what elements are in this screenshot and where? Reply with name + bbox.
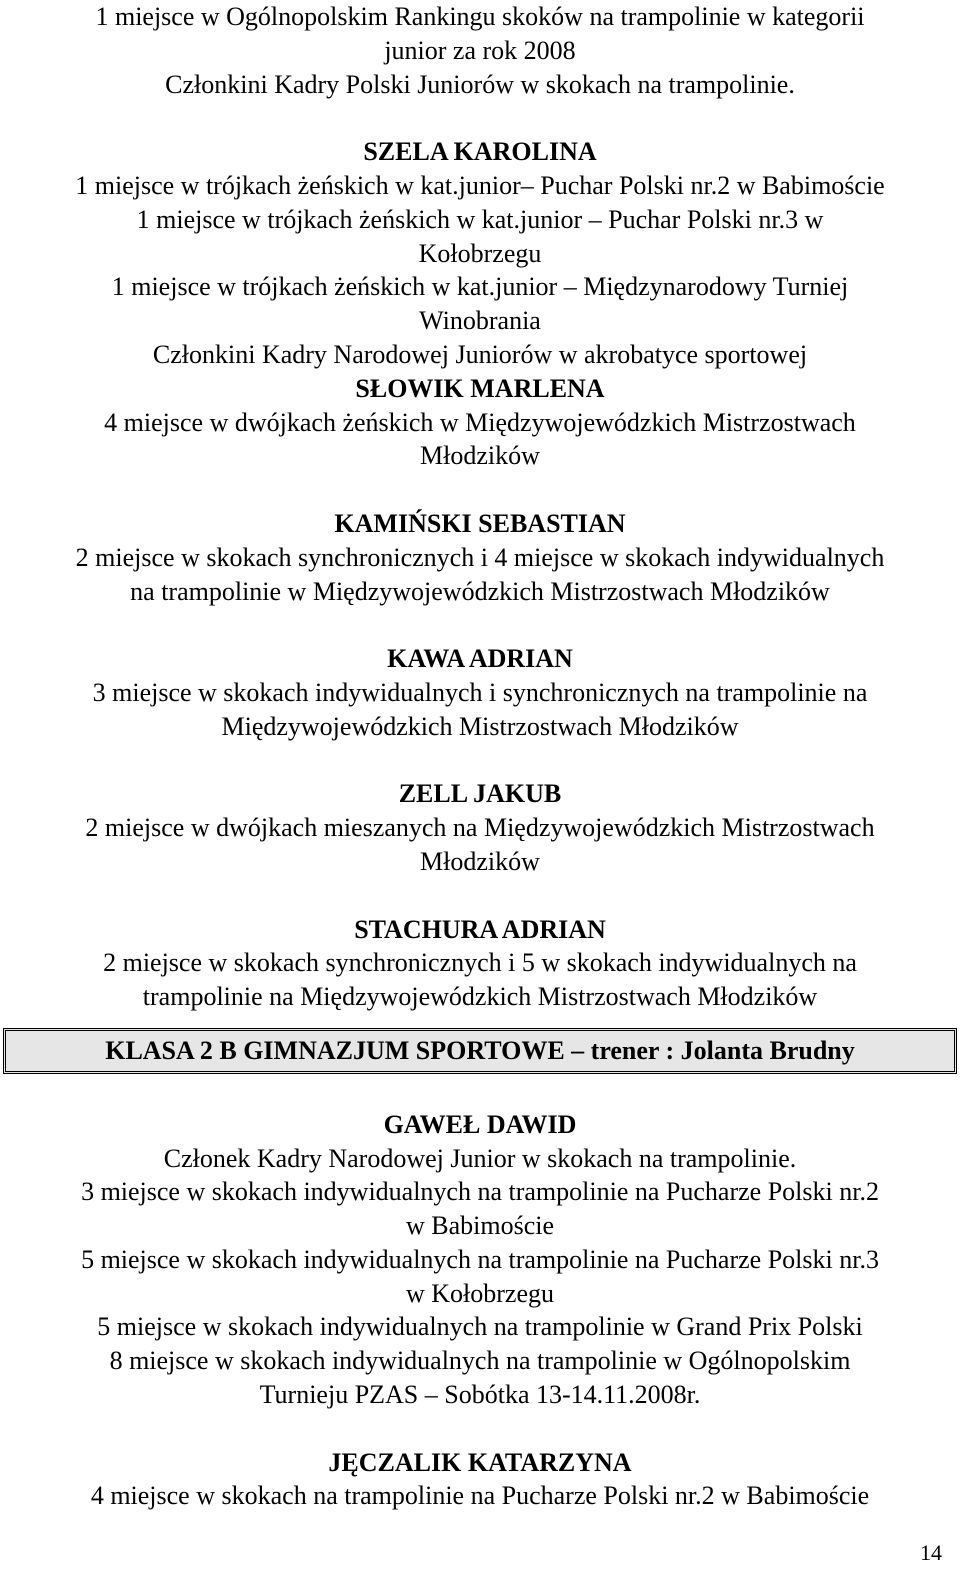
achievement-line: 1 miejsce w trójkach żeńskich w kat.junior – Międzynarodowy Turniej [111, 272, 849, 302]
achievement-line: 3 miejsce w skokach indywidualnych na trampolinie na Pucharze Polski nr.2 [81, 1177, 879, 1207]
athlete-entry [0, 642, 960, 743]
athlete-name: JĘCZALIK KATARZYNA [328, 1447, 632, 1477]
achievement-line: 1 miejsce w trójkach żeńskich w kat.junior – Puchar Polski nr.3 w [136, 204, 824, 234]
athlete-name: STACHURA ADRIAN [354, 914, 606, 944]
athlete-name: GAWEŁ DAWID [383, 1109, 577, 1139]
intro-block [0, 0, 960, 101]
achievement-line: Kołobrzegu [418, 238, 542, 268]
achievement-line: 4 miejsce w dwójkach żeńskich w Międzywojewódzkich Mistrzostwach [104, 407, 856, 437]
achievement-line: Międzywojewódzkich Mistrzostwach Młodzików [221, 711, 739, 741]
athlete-name: ZELL JAKUB [398, 779, 562, 809]
text-line: 1 miejsce w Ogólnopolskim Rankingu skoków na trampolinie w kategorii [95, 2, 865, 31]
achievement-line: Członek Kadry Narodowej Junior w skokach na trampolinie. [163, 1143, 797, 1173]
athlete-entry [0, 507, 960, 608]
achievement-line: 2 miejsce w skokach synchronicznych i 5 w skokach indywidualnych na [103, 948, 857, 978]
achievement-line: na trampolinie w Międzywojewódzkich Mistrzostwach Młodzików [130, 576, 830, 606]
achievement-line: 4 miejsce w skokach na trampolinie na Pucharze Polski nr.2 w Babimoście [90, 1481, 870, 1511]
achievement-line: w Babimoście [405, 1211, 555, 1241]
achievement-line: 1 miejsce w trójkach żeńskich w kat.junior– Puchar Polski nr.2 w Babimoście [75, 170, 885, 200]
achievement-line: Członkini Kadry Narodowej Juniorów w akrobatyce sportowej [152, 339, 808, 369]
achievement-line: 5 miejsce w skokach indywidualnych na trampolinie w Grand Prix Polski [97, 1312, 863, 1342]
class-banner: KLASA 2 B GIMNAZJUM SPORTOWE – trener : Jolanta Brudny [3, 1028, 957, 1074]
achievement-line: trampolinie na Międzywojewódzkich Mistrzostwach Młodzików [142, 982, 818, 1012]
athlete-entry [0, 777, 960, 878]
achievement-line: 3 miejsce w skokach indywidualnych i synchronicznych na trampolinie na [92, 677, 868, 707]
athlete-entry [0, 1446, 960, 1514]
achievement-line: 2 miejsce w skokach synchronicznych i 4 miejsce w skokach indywidualnych [75, 542, 885, 572]
achievement-line: Młodzików [420, 846, 540, 876]
text-line: junior za rok 2008 [384, 35, 576, 65]
achievement-line: 2 miejsce w dwójkach mieszanych na Międzywojewódzkich Mistrzostwach [85, 813, 875, 843]
achievement-line: 5 miejsce w skokach indywidualnych na trampolinie na Pucharze Polski nr.3 [81, 1244, 879, 1274]
athlete-name: KAWA ADRIAN [387, 644, 573, 674]
athlete-entry [0, 372, 960, 473]
text-line: Członkini Kadry Polski Juniorów w skokach na trampolinie. [165, 69, 795, 99]
athlete-entry [0, 135, 960, 372]
achievement-line: 8 miejsce w skokach indywidualnych na trampolinie w Ogólnopolskim [109, 1346, 851, 1376]
achievement-line: w Kołobrzegu [405, 1278, 554, 1308]
athlete-name: SŁOWIK MARLENA [355, 373, 605, 403]
achievement-line: Młodzików [420, 441, 540, 471]
achievement-line: Winobrania [419, 306, 541, 336]
athlete-entry [0, 913, 960, 1014]
athlete-entry [0, 1108, 960, 1412]
athlete-name: KAMIŃSKI SEBASTIAN [334, 508, 626, 538]
athlete-name: SZELA KAROLINA [363, 137, 597, 167]
achievement-line: Turnieju PZAS – Sobótka 13-14.11.2008r. [259, 1380, 701, 1410]
page-number: 14 [920, 1540, 942, 1565]
